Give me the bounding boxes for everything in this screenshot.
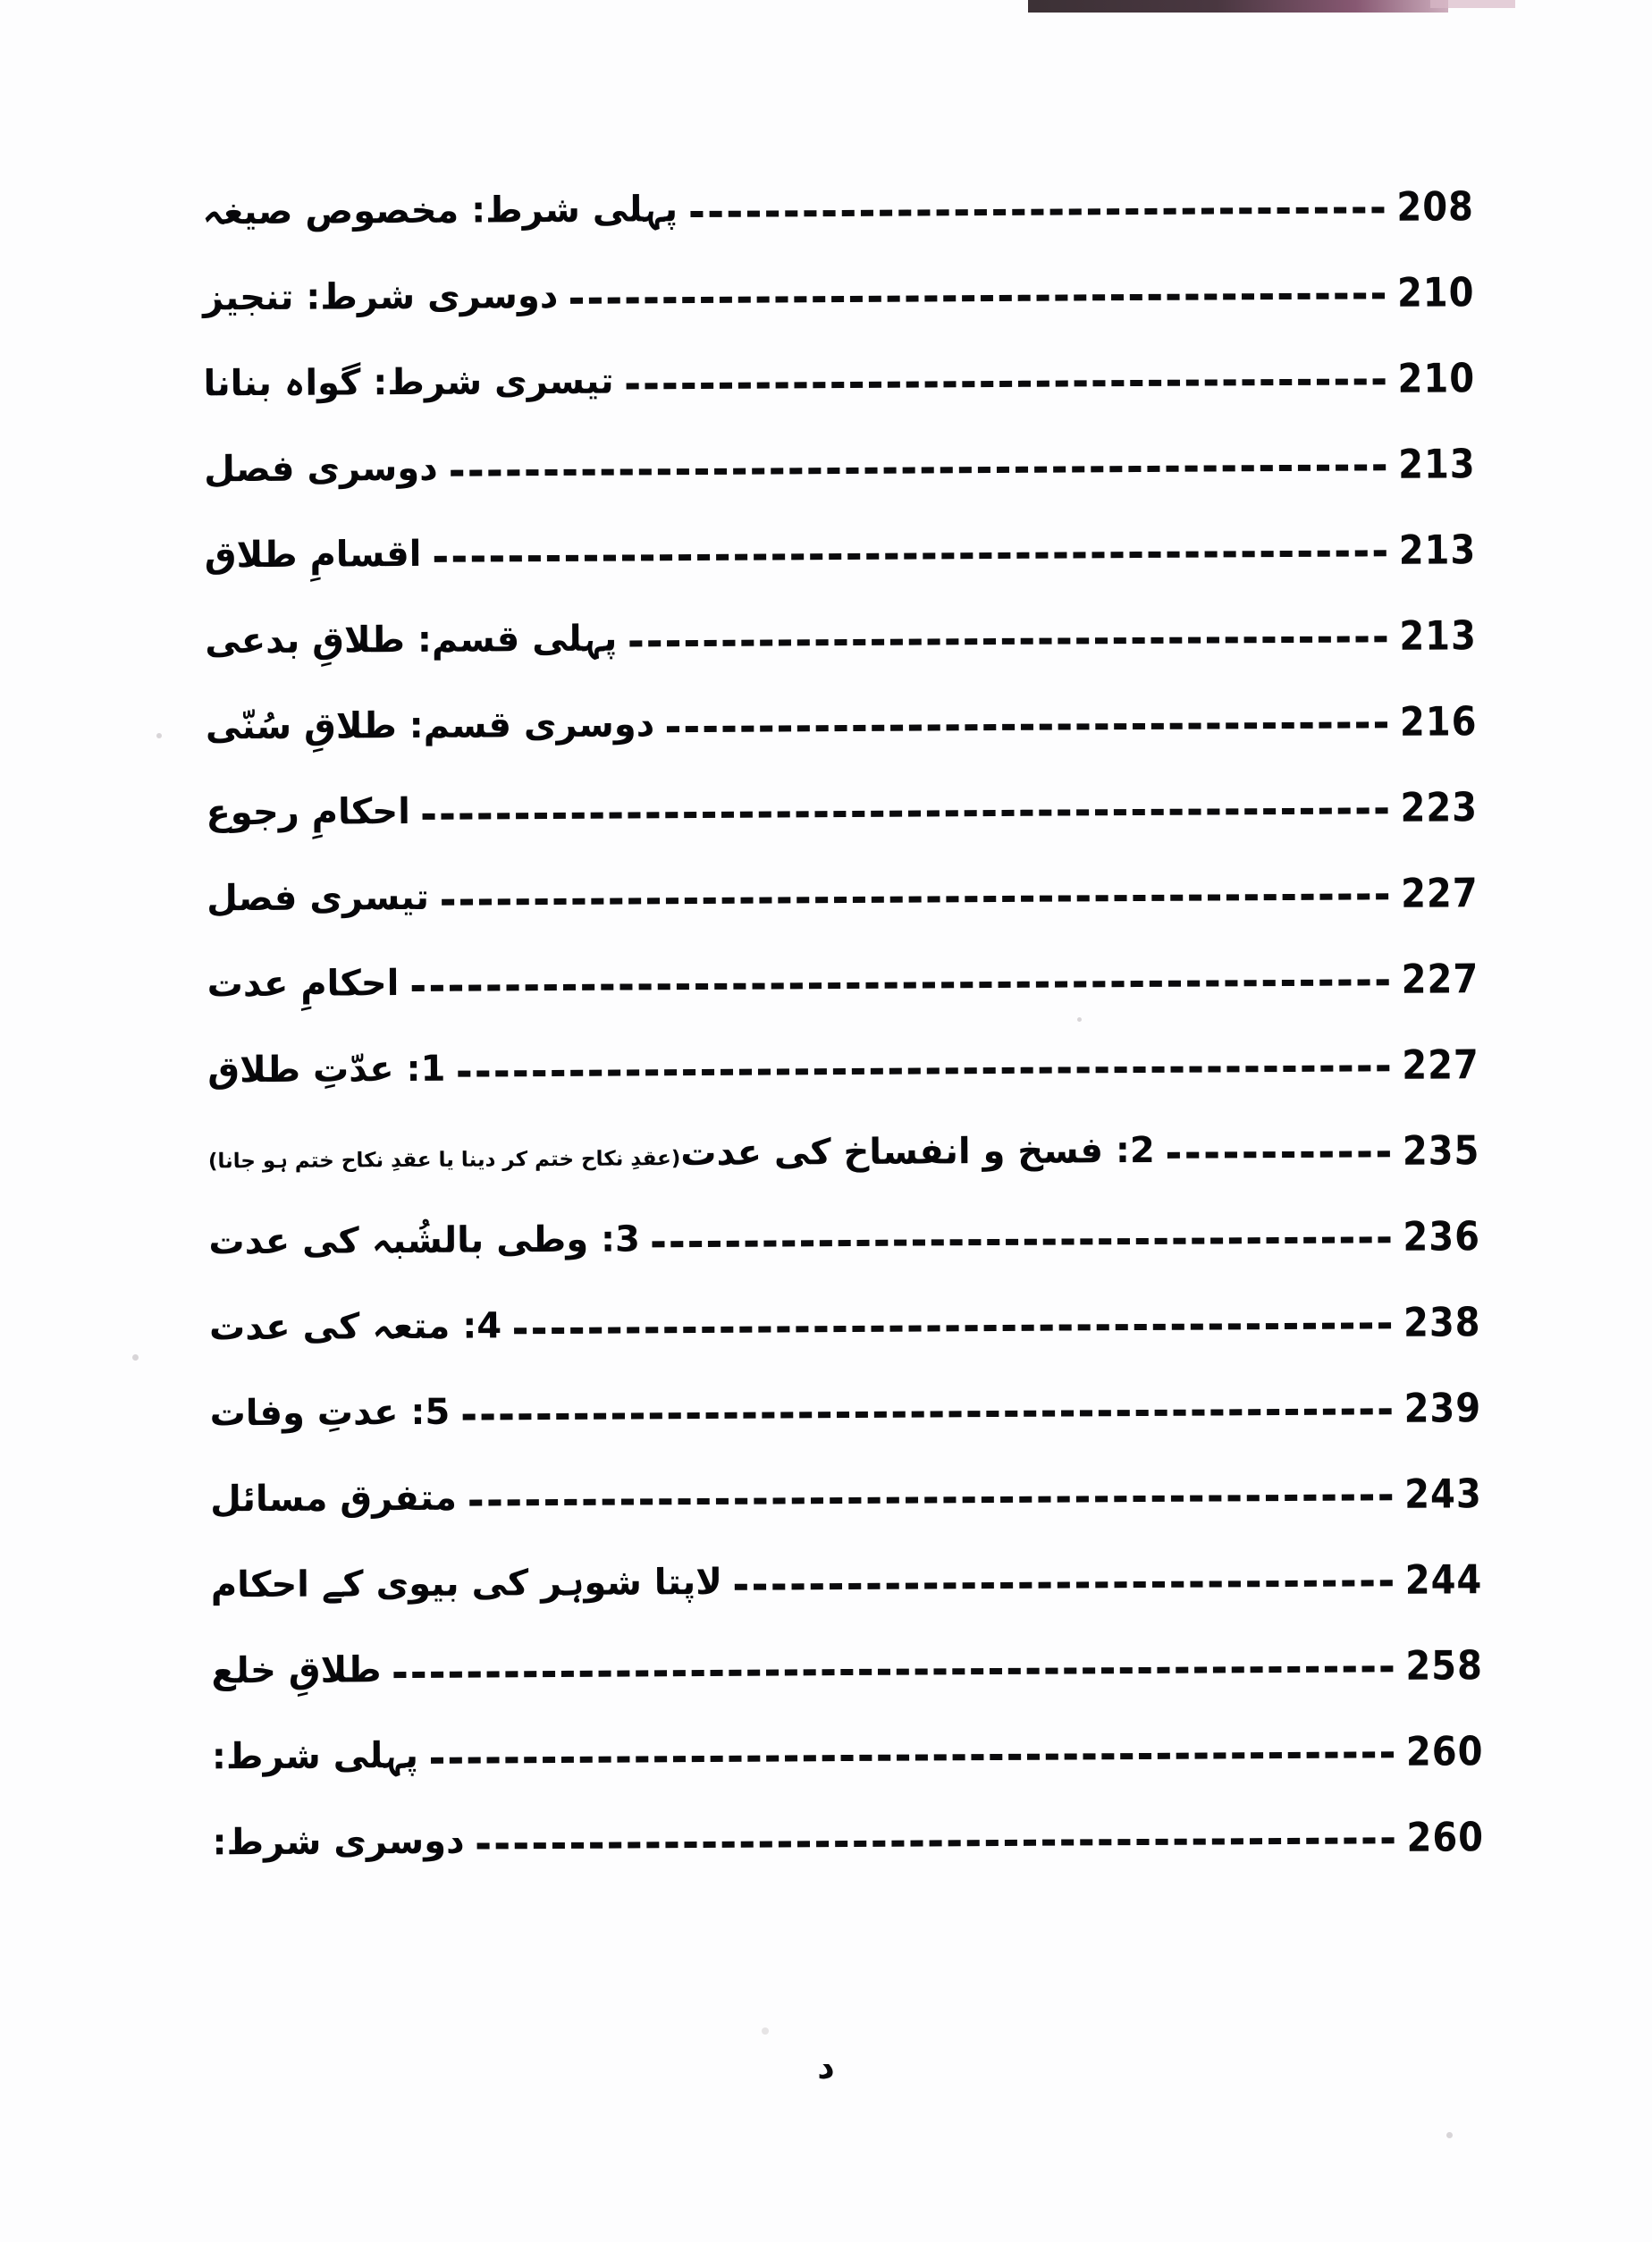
toc-entry-page-number: 260 (1406, 1814, 1485, 1861)
toc-entry-page-number: 210 (1397, 355, 1476, 402)
toc-leader-dots (570, 292, 1385, 304)
toc-leader-dots (411, 979, 1388, 991)
toc-entry[interactable] (204, 508, 1485, 602)
scan-edge-artifact-secondary (1430, 0, 1515, 8)
toc-entry-title (207, 965, 400, 1008)
toc-entry-title (204, 447, 438, 494)
toc-entry-title-text: طلاقِ خلع (211, 1649, 382, 1692)
toc-leader-dots (1167, 1150, 1390, 1159)
toc-leader-dots (451, 464, 1386, 476)
toc-leader-dots (477, 1837, 1395, 1849)
toc-entry-page-number: 236 (1403, 1213, 1481, 1260)
toc-entry-title (206, 705, 655, 751)
toc-entry-title-text: پہلی شرط: (211, 1734, 419, 1778)
toc-leader-dots (423, 807, 1388, 820)
toc-leader-dots (431, 1751, 1394, 1764)
toc-leader-dots (394, 1665, 1394, 1678)
toc-entry-page-number: 223 (1400, 784, 1479, 831)
toc-entry-title-text: 4: متعہ کی عدت (208, 1305, 502, 1349)
page-footer-marker: د (817, 2047, 835, 2086)
toc-entry-title-text: احکامِ رجوع (206, 790, 410, 834)
toc-entry[interactable] (211, 1623, 1492, 1717)
toc-entry-title-text: تیسری فصل (206, 876, 430, 920)
toc-entry-page-number: 239 (1403, 1385, 1482, 1432)
toc-entry-title (211, 1651, 382, 1695)
toc-entry[interactable] (206, 765, 1487, 859)
toc-entry-title (211, 1734, 419, 1781)
toc-entry-title (205, 620, 617, 666)
toc-entry-title (202, 190, 678, 236)
toc-entry[interactable] (211, 1538, 1492, 1631)
toc-entry-title (207, 1050, 445, 1095)
toc-entry[interactable] (206, 937, 1488, 1031)
toc-entry-title-text: متفرق مسائل (210, 1477, 458, 1521)
toc-entry-title-note: (عقدِ نکاح ختم کر دینا یا عقدِ نکاح ختم ہو جانا) (207, 1147, 681, 1174)
toc-entry-title-text: 5: عدتِ وفات (209, 1391, 451, 1435)
toc-leader-dots (434, 550, 1386, 562)
toc-entry[interactable] (207, 1023, 1488, 1117)
toc-entry-title-text: لاپتا شوہر کی بیوی کے احکام (210, 1561, 723, 1606)
toc-leader-dots (462, 1408, 1391, 1420)
toc-leader-dots (629, 636, 1386, 646)
toc-entry-title (206, 876, 430, 923)
toc-entry-title (212, 1820, 465, 1867)
toc-entry-title (210, 1479, 457, 1524)
toc-entry-title (209, 1391, 451, 1438)
toc-entry-title (208, 1220, 640, 1266)
toc-entry-page-number: 238 (1403, 1299, 1481, 1346)
toc-entry-title (203, 360, 614, 409)
toc-entry-title (205, 535, 422, 579)
toc-entry-title-text: دوسری فصل (204, 447, 438, 491)
toc-entry-page-number: 208 (1396, 183, 1475, 231)
toc-entry-page-number: 244 (1404, 1556, 1483, 1604)
toc-entry-page-number: 213 (1398, 441, 1476, 488)
scan-speck (156, 733, 162, 738)
toc-entry-title-text: 3: وطی بالشُبہ کی عدت (208, 1218, 641, 1263)
toc-leader-dots (653, 1236, 1391, 1247)
toc-entry[interactable] (206, 851, 1488, 945)
toc-entry-page-number: 210 (1396, 269, 1475, 316)
toc-leader-dots (735, 1580, 1393, 1589)
scan-speck (762, 2027, 769, 2035)
toc-entry-page-number: 213 (1398, 527, 1477, 574)
scan-edge-artifact (1028, 0, 1448, 13)
toc-entry-title-text: تیسری شرط: گواہ بنانا (203, 360, 614, 405)
toc-leader-dots (667, 721, 1387, 732)
toc-entry-title-text: 2: فسخ و انفساخ کی عدت (680, 1129, 1155, 1175)
toc-entry-title-text: احکامِ عدت (206, 963, 400, 1006)
toc-entry-title (206, 790, 410, 837)
toc-entry-title-text: پہلی شرط: مخصوص صیغہ (202, 189, 678, 233)
toc-entry-page-number: 227 (1402, 1041, 1479, 1089)
toc-entry[interactable] (206, 679, 1487, 773)
toc-leader-dots (514, 1322, 1391, 1334)
scan-speck (1446, 2132, 1453, 2138)
toc-entry-page-number: 235 (1402, 1127, 1480, 1175)
toc-entry-page-number: 260 (1405, 1728, 1484, 1775)
toc-leader-dots (458, 1065, 1389, 1076)
toc-entry-title-text: 1: عدّتِ طلاق (207, 1048, 446, 1092)
toc-entry-title (202, 274, 559, 322)
toc-entry[interactable] (203, 336, 1484, 430)
toc-entry[interactable] (212, 1795, 1493, 1889)
toc-leader-dots (469, 1494, 1392, 1505)
toc-entry-page-number: 243 (1404, 1471, 1482, 1518)
toc-entry-title-text: اقسامِ طلاق (204, 533, 422, 577)
toc-entry-title (207, 1129, 1155, 1180)
table-of-contents-list (202, 164, 1493, 1889)
toc-entry[interactable] (204, 422, 1485, 516)
toc-entry-title-text: دوسری شرط: تنجیز (202, 274, 559, 319)
toc-entry[interactable] (209, 1366, 1490, 1460)
toc-entry[interactable] (208, 1194, 1489, 1288)
toc-entry[interactable] (203, 250, 1484, 344)
toc-entry[interactable] (209, 1280, 1490, 1374)
toc-entry-page-number: 213 (1399, 612, 1478, 660)
toc-entry-page-number: 258 (1405, 1642, 1484, 1690)
toc-entry-title (210, 1561, 723, 1609)
toc-entry[interactable] (202, 164, 1483, 258)
toc-entry[interactable] (210, 1452, 1491, 1546)
toc-entry[interactable] (208, 1108, 1489, 1202)
toc-entry-page-number: 227 (1400, 870, 1479, 917)
scan-speck (132, 1354, 139, 1361)
toc-entry-title-text: پہلی قسم: طلاقِ بدعی (205, 618, 618, 662)
toc-leader-dots (442, 893, 1388, 905)
toc-entry-page-number: 227 (1401, 956, 1479, 1003)
toc-entry-title (209, 1307, 502, 1352)
toc-entry-page-number: 216 (1399, 698, 1478, 746)
toc-entry-title-text: دوسری قسم: طلاقِ سُنّی (205, 704, 655, 748)
toc-entry[interactable] (205, 594, 1486, 687)
toc-entry-title-text: دوسری شرط: (212, 1820, 465, 1864)
toc-leader-dots (690, 206, 1384, 217)
toc-entry[interactable] (212, 1709, 1493, 1803)
toc-leader-dots (627, 378, 1386, 389)
